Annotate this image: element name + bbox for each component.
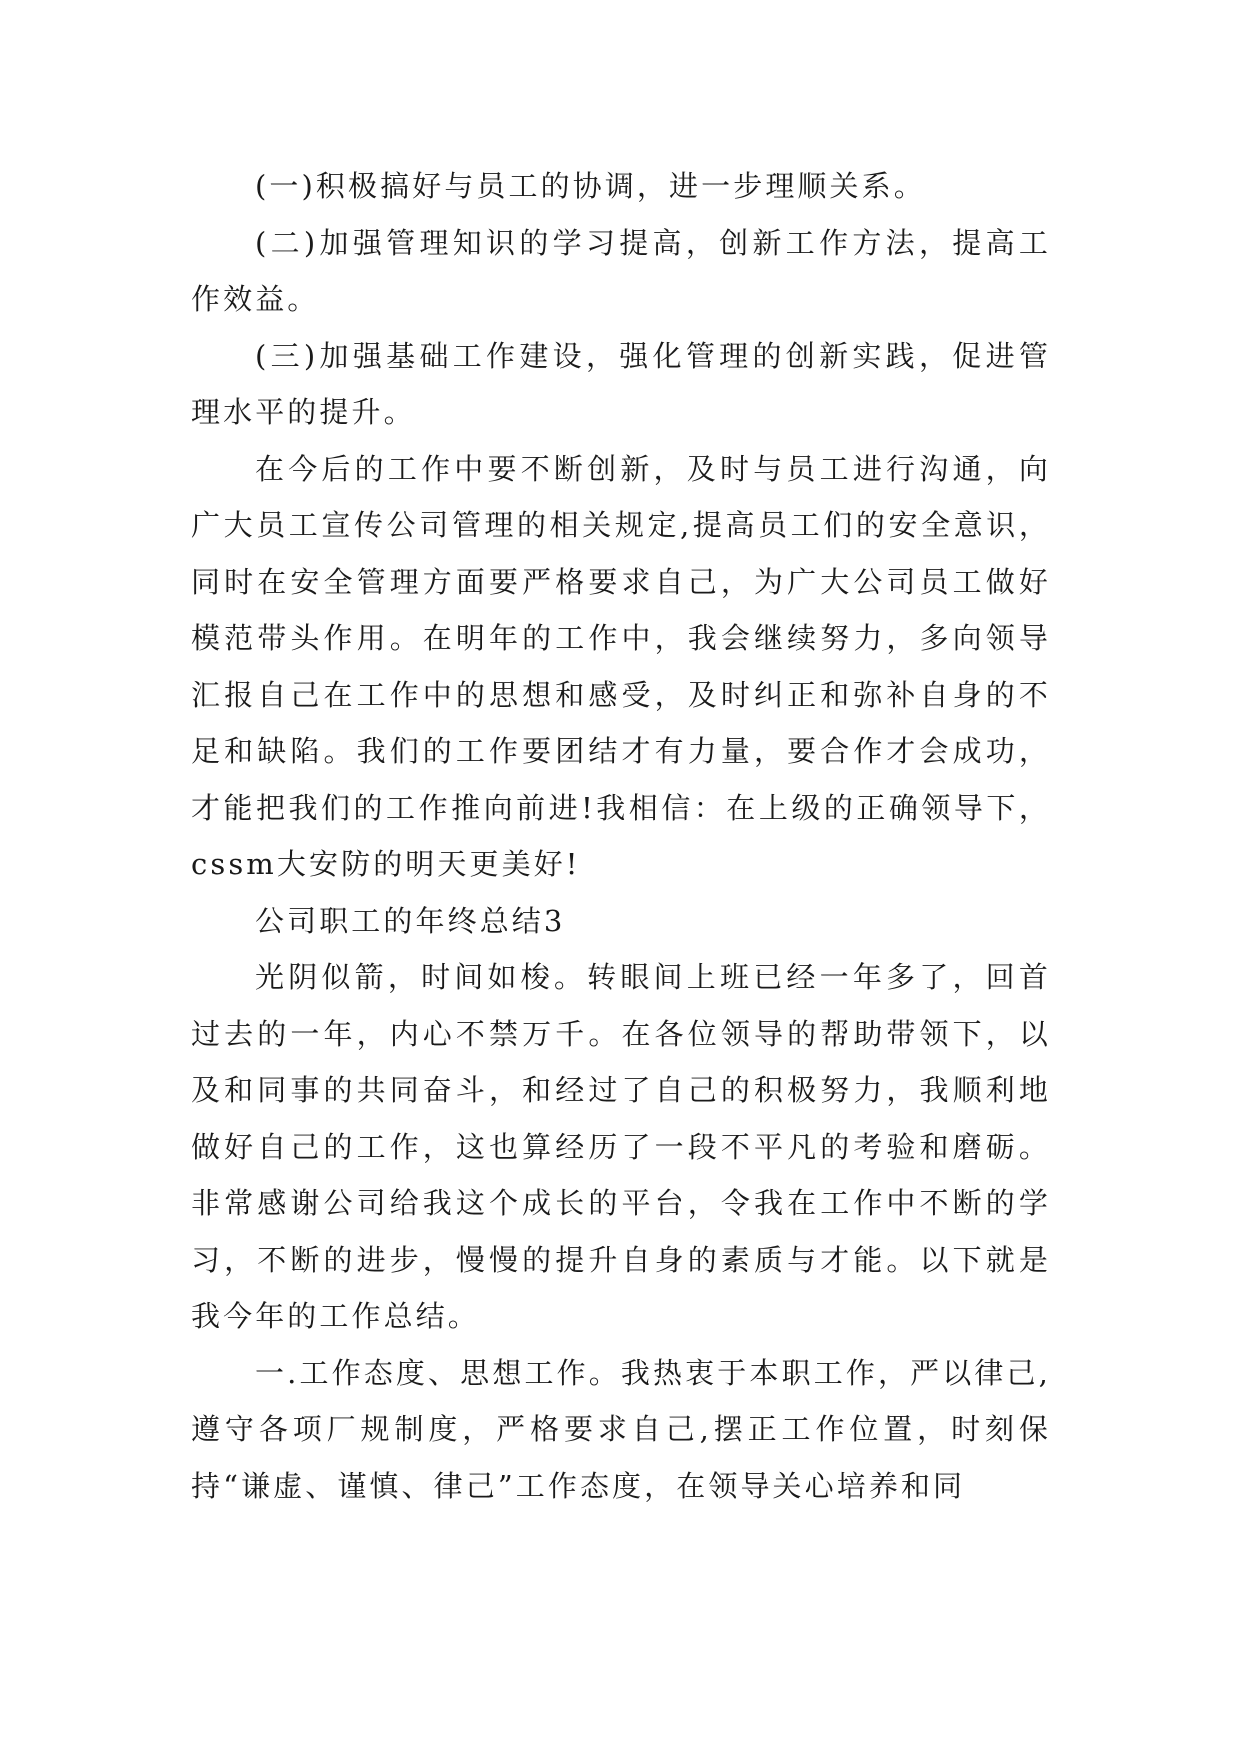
paragraph-closing: 在今后的工作中要不断创新，及时与员工进行沟通，向广大员工宣传公司管理的相关规定,提高员工们的安全意识，同时在安全管理方面要严格要求自己，为广大公司员工做好模范带头作用。在明年的工作中，我会继续努力，多向领导汇报自己在工作中的思想和感受，及时纠正和弥补自身的不足和缺陷。我们的工作要团结才有力量，要合作才会成功，才能把我们的工作推向前进!我相信：在上级的正确领导下，cssm大安防的明天更美好! xyxy=(191,451,1051,881)
paragraph-item-3: (三)加强基础工作建设，强化管理的创新实践，促进管理水平的提升。 xyxy=(191,338,1051,429)
section-heading: 公司职工的年终总结3 xyxy=(255,903,566,938)
paragraph-item-1: (一)积极搞好与员工的协调，进一步理顺关系。 xyxy=(255,169,926,203)
paragraph-item-2: (二)加强管理知识的学习提高，创新工作方法，提高工作效益。 xyxy=(191,225,1051,316)
paragraph-intro: 光阴似箭，时间如梭。转眼间上班已经一年多了，回首过去的一年，内心不禁万千。在各位领导的帮助带领下，以及和同事的共同奋斗，和经过了自己的积极努力，我顺利地做好自己的工作，这也算经历了一段不平凡的考验和磨砺。非常感谢公司给我这个成长的平台，令我在工作中不断的学习，不断的进步，慢慢的提升自身的素质与才能。以下就是我今年的工作总结。 xyxy=(191,960,1051,1333)
paragraph-work-attitude: 一.工作态度、思想工作。我热衷于本职工作，严以律己,遵守各项厂规制度，严格要求自己,摆正工作位置，时刻保持“谦虚、谨慎、律己”工作态度，在领导关心培养和同 xyxy=(191,1355,1051,1503)
document-body xyxy=(191,158,1051,1514)
